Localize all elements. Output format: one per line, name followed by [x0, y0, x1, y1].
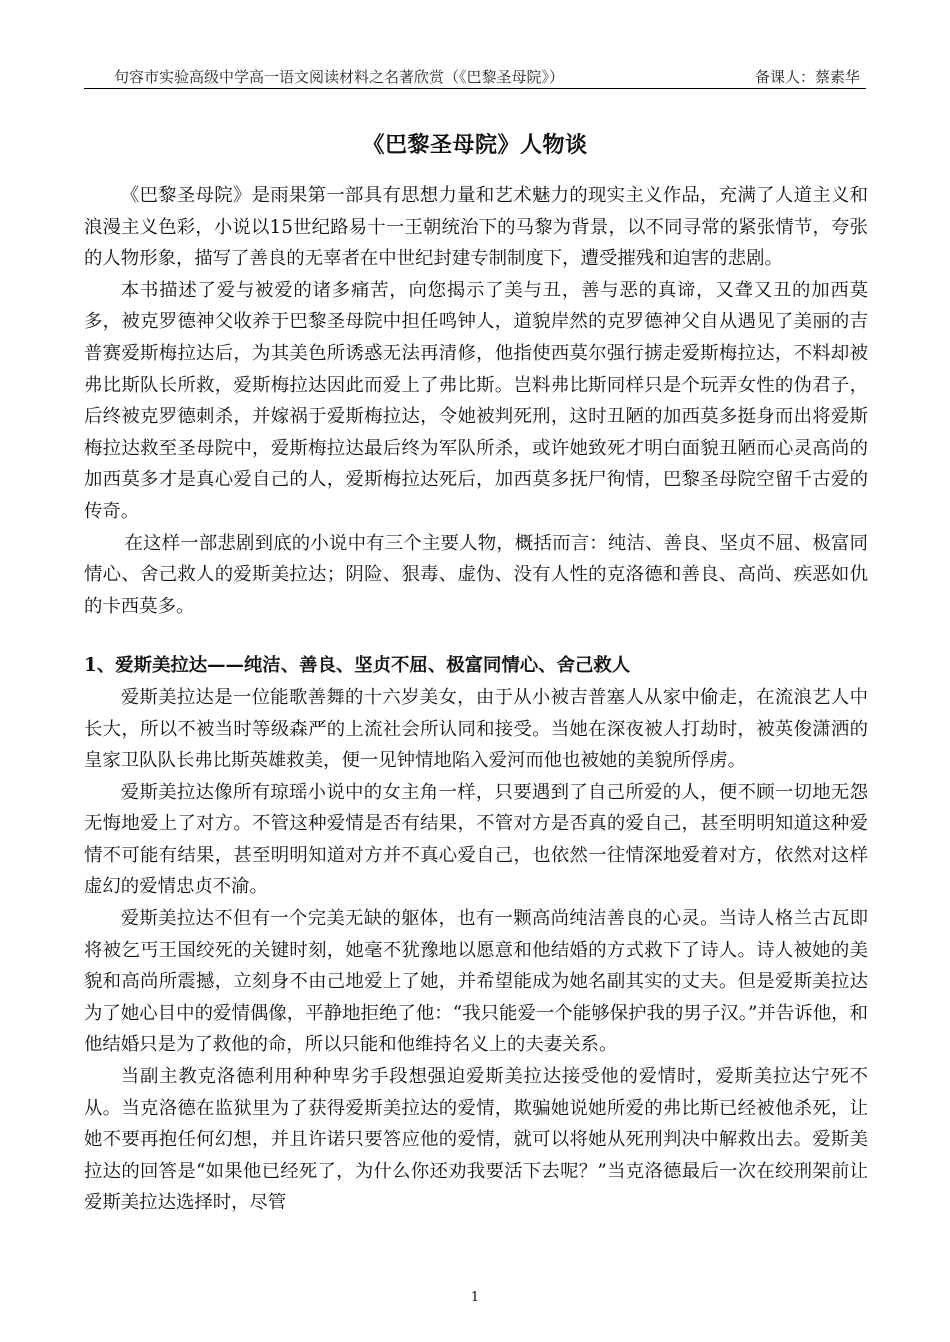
- section1-paragraph-1: 爱斯美拉达是一位能歌善舞的十六岁美女，由于从小被吉普塞人从家中偷走，在流浪艺人中长大，所以不被当时等级森严的上流社会所认同和接受。当她在深夜被人打劫时，被英俊潇洒的皇家卫队队长弗比斯英雄救美，便一见钟情地陷入爱河而他也被她的美貌所俘虏。: [84, 686, 868, 772]
- section1-paragraph-2: 爱斯美拉达像所有琼瑶小说中的女主角一样，只要遇到了自己所爱的人，便不顾一切地无怨无悔地爱上了对方。不管这种爱情是否有结果，不管对方是否真的爱自己，甚至明明知道这种爱情不可能有结果，甚至明明知道对方并不真心爱自己，也依然一往情深地爱着对方，依然对这样虚幻的爱情忠贞不渝。: [84, 781, 868, 898]
- section-spacer: [84, 622, 868, 650]
- document-title: 《巴黎圣母院》人物谈: [362, 132, 588, 158]
- page-header: [84, 64, 866, 89]
- intro-paragraph-3: 在这样一部悲剧到底的小说中有三个主要人物，概括而言：纯洁、善良、坚贞不屈、极富同情心、舍己救人的爱斯美拉达；阴险、狠毒、虚伪、没有人性的克洛德和善良、高尚、疾恶如仇的卡西莫多。: [84, 532, 868, 617]
- section-heading-esmeralda: 1、爱斯美拉达——纯洁、善良、坚贞不屈、极富同情心、舍己救人: [84, 655, 631, 677]
- intro-paragraph-2: 本书描述了爱与被爱的诸多痛苦，向您揭示了美与丑，善与恶的真谛，又聋又丑的加西莫多，被克罗德神父收养于巴黎圣母院中担任鸣钟人，道貌岸然的克罗德神父自从遇见了美丽的吉普赛爱斯梅拉达后，为其美色所诱惑无法再清修，他指使西莫尔强行掳走爱斯梅拉达，不料却被弗比斯队长所救，爱斯梅拉达因此而爱上了弗比斯。岂料弗比斯同样只是个玩弄女性的伪君子，后终被克罗德刺杀，并嫁祸于爱斯梅拉达，令她被判死刑，这时丑陋的加西莫多挺身而出将爱斯梅拉达救至圣母院中，爱斯梅拉达最后终为军队所杀，或许她致死才明白面貌丑陋而心灵高尚的加西莫多才是真心爱自己的人，爱斯梅拉达死后，加西莫多抚尸徇情，巴黎圣母院空留千古爱的传奇。: [84, 279, 868, 522]
- page-number: 1: [470, 1290, 480, 1305]
- document-body: [84, 180, 868, 1219]
- header-author: 备课人：蔡素华: [754, 68, 860, 86]
- intro-paragraph-1: 《巴黎圣母院》是雨果第一部具有思想力量和艺术魅力的现实主义作品，充满了人道主义和浪漫主义色彩，小说以15世纪路易十一王朝统治下的马黎为背景，以不同寻常的紧张情节，夸张的人物形象，描写了善良的无辜者在中世纪封建专制制度下，遭受摧残和迫害的悲剧。: [84, 185, 868, 270]
- section1-paragraph-3: 爱斯美拉达不但有一个完美无缺的躯体，也有一颗高尚纯洁善良的心灵。当诗人格兰古瓦即将被乞丐王国绞死的关键时刻，她毫不犹豫地以愿意和他结婚的方式救下了诗人。诗人被她的美貌和高尚所震撼，立刻身不由己地爱上了她，并希望能成为她名副其实的丈夫。但是爱斯美拉达为了她心目中的爱情偶像，平静地拒绝了他：“我只能爱一个能够保护我的男子汉。”并告诉他，和他结婚只是为了救他的命，所以只能和他维持名义上的夫妻关系。: [84, 908, 868, 1056]
- section1-paragraph-4: 当副主教克洛德利用种种卑劣手段想强迫爱斯美拉达接受他的爱情时，爱斯美拉达宁死不从。当克洛德在监狱里为了获得爱斯美拉达的爱情，欺骗她说她所爱的弗比斯已经被他杀死，让她不要再抱任何幻想，并且许诺只要答应他的爱情，就可以将她从死刑判决中解救出去。爱斯美拉达的回答是“如果他已经死了，为什么你还劝我要活下去呢？”当克洛德最后一次在绞刑架前让爱斯美拉达选择时，尽管: [84, 1066, 868, 1214]
- header-course-title: 句容市实验高级中学高一语文阅读材料之名著欣赏（《巴黎圣母院》）: [114, 68, 565, 86]
